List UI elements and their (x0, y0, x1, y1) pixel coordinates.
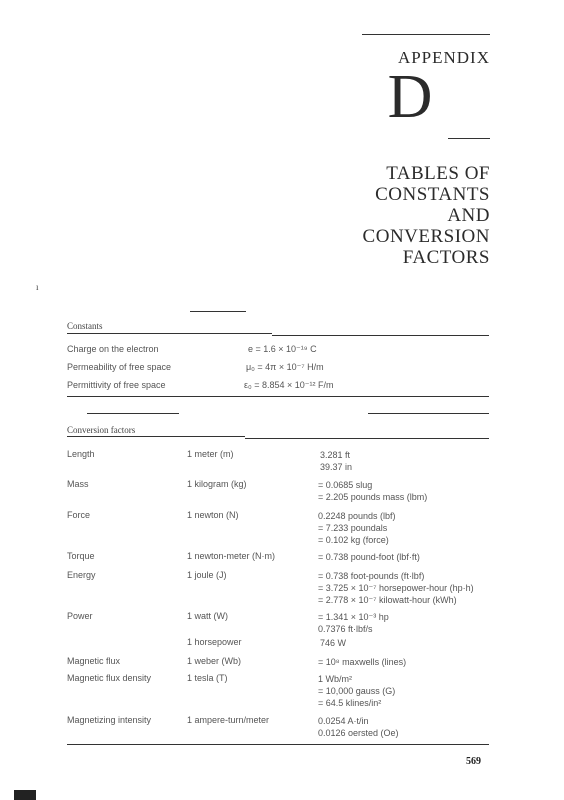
conversion-head-rule-left (67, 436, 245, 437)
conversion-values (318, 656, 406, 668)
appendix-label: APPENDIX (397, 48, 490, 67)
title-line: AND (447, 205, 490, 226)
conversion-value: = 0.0685 slug (318, 480, 373, 490)
conversion-values (318, 611, 389, 635)
conversion-value: = 10⁸ maxwells (lines) (318, 657, 407, 667)
conversion-top-rule-left (87, 413, 179, 414)
conversion-value: 0.2248 pounds (lbf) (318, 511, 396, 521)
constant-name: Charge on the electron (67, 344, 159, 354)
quantity-label: Magnetizing intensity (67, 715, 152, 725)
conversion-values (318, 570, 474, 606)
constants-heading: Constants (67, 321, 103, 331)
constant-value: e = 1.6 × 10⁻¹⁹ C (248, 344, 317, 354)
conversion-value: 746 W (320, 638, 347, 648)
conversion-value: 0.0126 oersted (Oe) (318, 728, 399, 738)
appendix-letter: D (387, 63, 433, 131)
conversion-value: = 64.5 klines/in² (318, 698, 382, 708)
conversion-value: = 0.738 foot-pounds (ft·lbf) (318, 571, 425, 581)
quantity-label: Magnetic flux density (67, 673, 152, 683)
unit-label: 1 meter (m) (187, 449, 234, 459)
unit-label: 1 weber (Wb) (187, 656, 242, 666)
conversion-values (318, 510, 396, 546)
quantity-label: Power (67, 611, 93, 621)
constants-head-rule-left (67, 333, 272, 334)
conversion-values (320, 449, 352, 473)
conversion-value: = 10,000 gauss (G) (318, 686, 396, 696)
unit-label: 1 joule (J) (187, 570, 227, 580)
unit-label: 1 newton (N) (187, 510, 239, 520)
constants-bottom-rule (67, 396, 489, 397)
top-rule (362, 34, 490, 35)
constant-name: Permittivity of free space (67, 380, 166, 390)
conversion-value: 3.281 ft (320, 450, 351, 460)
conversion-values (318, 479, 427, 503)
unit-label: 1 ampere-turn/meter (187, 715, 270, 725)
conversion-values (318, 551, 420, 563)
unit-label: 1 kilogram (kg) (187, 479, 247, 489)
corner-block (14, 790, 36, 800)
constants-top-rule (190, 311, 246, 312)
conversion-value: = 7.233 poundals (318, 523, 388, 533)
conversion-value: = 2.778 × 10⁻⁷ kilowatt-hour (kWh) (318, 595, 457, 605)
margin-mark: ı (36, 282, 39, 292)
conversion-value: 1 Wb/m² (318, 674, 353, 684)
quantity-label: Length (67, 449, 95, 459)
conversion-bottom-rule (67, 744, 489, 745)
quantity-label: Torque (67, 551, 95, 561)
unit-label: 1 horsepower (187, 637, 242, 647)
page-number: 569 (466, 756, 481, 767)
unit-label: 1 newton-meter (N·m) (187, 551, 276, 561)
constants-head-rule-right (272, 335, 489, 336)
constant-value: μ₀ = 4π × 10⁻⁷ H/m (246, 362, 324, 372)
conversion-values (318, 673, 395, 709)
conversion-values (318, 715, 399, 739)
conversion-values (320, 637, 346, 649)
conversion-value: 39.37 in (320, 462, 353, 472)
conversion-value: = 0.102 kg (force) (318, 535, 389, 545)
conversion-value: 0.0254 A·t/in (318, 716, 369, 726)
unit-label: 1 tesla (T) (187, 673, 228, 683)
conversion-value: 0.7376 ft·lbf/s (318, 624, 373, 634)
unit-label: 1 watt (W) (187, 611, 229, 621)
constant-name: Permeability of free space (67, 362, 172, 372)
quantity-label: Mass (67, 479, 89, 489)
header-rule (448, 138, 490, 139)
title-line: CONVERSION (362, 226, 490, 247)
conversion-value: = 0.738 pound-foot (lbf·ft) (318, 552, 420, 562)
conversion-value: = 2.205 pounds mass (lbm) (318, 492, 428, 502)
title-line: FACTORS (402, 247, 490, 268)
conversion-top-rule-right (368, 413, 489, 414)
quantity-label: Force (67, 510, 91, 520)
title-line: TABLES OF (386, 163, 490, 184)
conversion-value: = 1.341 × 10⁻³ hp (318, 612, 389, 622)
conversion-heading: Conversion factors (67, 425, 136, 435)
constant-value: ε₀ = 8.854 × 10⁻¹² F/m (244, 380, 334, 390)
conversion-head-rule-right (245, 438, 489, 439)
conversion-value: = 3.725 × 10⁻⁷ horsepower-hour (hp·h) (318, 583, 474, 593)
chapter-title (300, 163, 490, 268)
title-line: CONSTANTS (375, 184, 490, 205)
quantity-label: Magnetic flux (67, 656, 121, 666)
quantity-label: Energy (67, 570, 96, 580)
